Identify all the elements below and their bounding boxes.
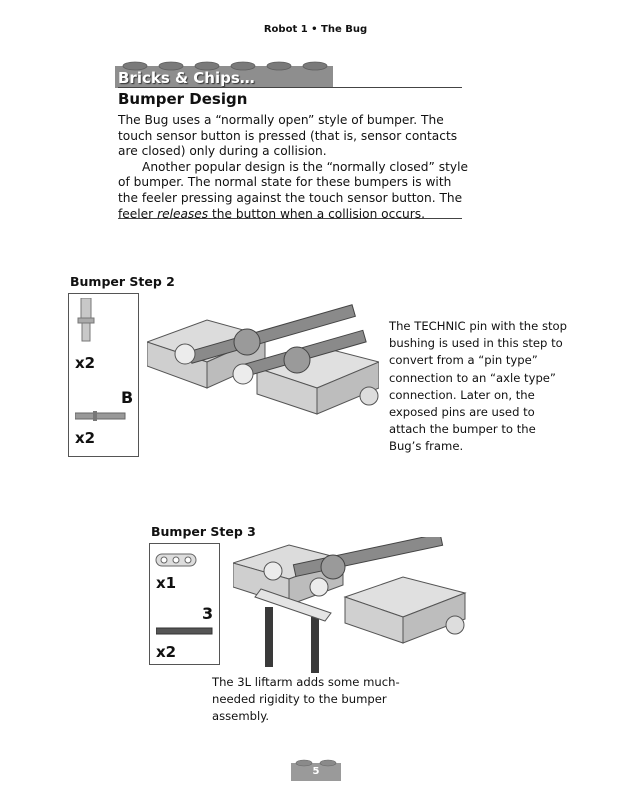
sidebar-bottom-rule — [118, 218, 462, 219]
sidebar-body — [118, 113, 468, 222]
step2-model-illustration — [147, 302, 379, 434]
pin-with-bushing-icon — [75, 298, 97, 342]
sidebar-title: Bumper Design — [118, 90, 248, 108]
step2-part2-label: B — [121, 388, 134, 407]
sidebar-banner: Bricks & Chips… — [118, 69, 255, 87]
running-header: Robot 1 • The Bug — [263, 24, 368, 35]
step3-part2-label: 3 — [202, 604, 214, 623]
step3-title: Bumper Step 3 — [151, 524, 256, 539]
step2-part2-qty: x2 — [75, 429, 96, 447]
step3-part2-qty: x2 — [156, 643, 177, 661]
step3-model-illustration — [233, 537, 469, 673]
axle-icon — [156, 626, 214, 636]
technic-pin-icon — [75, 408, 131, 424]
step2-description: The TECHNIC pin with the stop bushing is used in this step to convert from a “pin type” connection to an “axle type” connection. Later on, the exposed pins are used to attach the bumper to the Bug’s frame. — [389, 319, 567, 454]
sidebar-paragraph-2: Another popular design is the “normally closed” style of bumper. The normal state for these bumpers is with the feeler pressing against the touch sensor button. The feeler releases the button when a collision occurs. — [118, 159, 468, 221]
step3-description: The 3L liftarm adds some much-needed rigidity to the bumper assembly. — [212, 675, 400, 724]
liftarm-icon — [155, 552, 197, 568]
sidebar-paragraph-1: The Bug uses a “normally open” style of bumper. The touch sensor button is pressed (that is, sensor contacts are closed) only during a collision. — [118, 113, 458, 159]
step2-part1-qty: x2 — [75, 354, 96, 372]
step3-parts-box — [149, 543, 220, 665]
step2-parts-box — [68, 293, 139, 457]
step2-title: Bumper Step 2 — [70, 274, 175, 289]
sidebar-top-rule — [118, 87, 462, 88]
page-number: 5 — [312, 766, 320, 777]
step3-part1-qty: x1 — [156, 574, 177, 592]
